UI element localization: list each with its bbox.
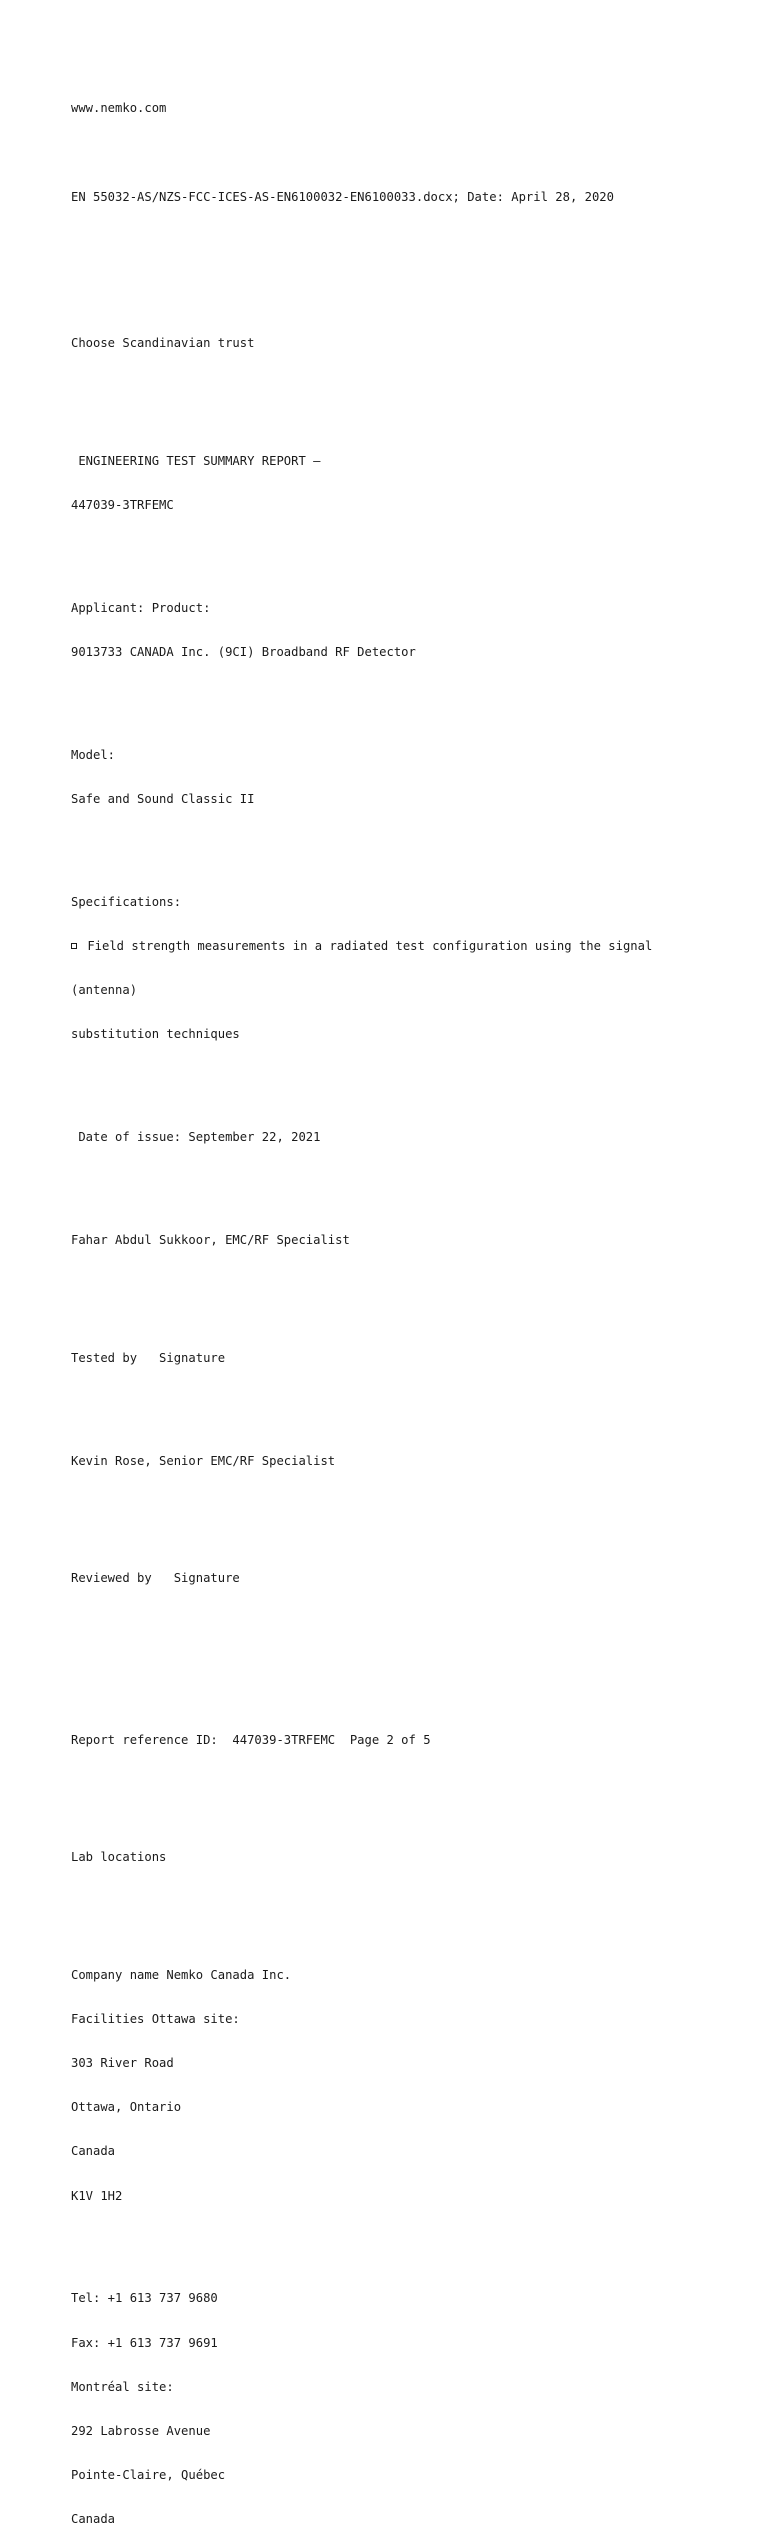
lab-address-line-2: Ottawa, Ontario (71, 2100, 182, 2115)
report-number: 447039-3TRFEMC (71, 498, 174, 513)
tested-by-signature: Tested by Signature (71, 1350, 226, 1365)
document-reference: EN 55032-AS/NZS-FCC-ICES-AS-EN6100032-EN6100033.docx; Date: April 28, 2020 (71, 189, 614, 204)
reviewer-name: Kevin Rose, Senior EMC/RF Specialist (71, 1453, 336, 1468)
model-label: Model: (71, 748, 116, 763)
page-footer-reference: Report reference ID: 447039-3TRFEMC Page 2 of 5 (71, 1732, 431, 1747)
report-title: ENGINEERING TEST SUMMARY REPORT – (71, 454, 321, 469)
square-bullet-icon (71, 943, 77, 949)
lab-facilities: Facilities Ottawa site: (71, 2012, 240, 2027)
applicant-label: Applicant: Product: (71, 601, 211, 616)
tagline: Choose Scandinavian trust (71, 336, 255, 351)
model-value: Safe and Sound Classic II (71, 792, 255, 807)
lab-company: Company name Nemko Canada Inc. (71, 1968, 292, 1983)
issue-date: Date of issue: September 22, 2021 (71, 1130, 321, 1145)
lab-telephone: Tel: +1 613 737 9680 (71, 2291, 218, 2306)
specifications-label: Specifications: (71, 895, 182, 910)
lab-address-line-1: 303 River Road (71, 2056, 174, 2071)
specification-line-1: Field strength measurements in a radiated test configuration using the signal (80, 939, 653, 954)
montreal-site-label: Montréal site: (71, 2379, 174, 2394)
website-url: www.nemko.com (71, 101, 167, 116)
applicant-value: 9013733 CANADA Inc. (9CI) Broadband RF Detector (71, 645, 416, 660)
specification-line-2: (antenna) (71, 983, 138, 998)
lab-address-line-3: Canada (71, 2144, 116, 2159)
lab-locations-heading: Lab locations (71, 1850, 167, 1865)
montreal-address-line-3: Canada (71, 2511, 116, 2526)
specification-line-3: substitution techniques (71, 1027, 240, 1042)
tester-name: Fahar Abdul Sukkoor, EMC/RF Specialist (71, 1233, 350, 1248)
lab-fax: Fax: +1 613 737 9691 (71, 2335, 218, 2350)
specification-item (71, 939, 751, 954)
lab-address-line-4: K1V 1H2 (71, 2188, 123, 2203)
document-page (71, 72, 751, 2541)
reviewed-by-signature: Reviewed by Signature (71, 1571, 240, 1586)
montreal-address-line-2: Pointe-Claire, Québec (71, 2467, 226, 2482)
montreal-address-line-1: 292 Labrosse Avenue (71, 2423, 211, 2438)
